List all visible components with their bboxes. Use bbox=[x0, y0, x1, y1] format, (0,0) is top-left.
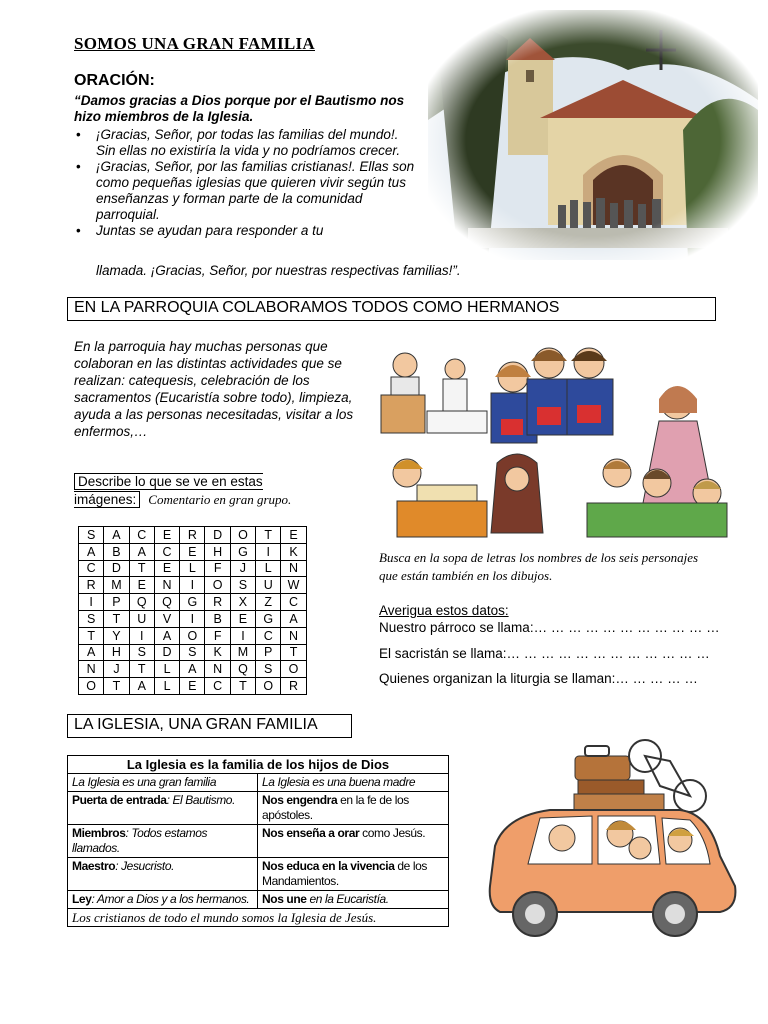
word-search-cell: F bbox=[205, 627, 230, 644]
word-search-cell: R bbox=[79, 577, 104, 594]
word-search-cell: F bbox=[205, 560, 230, 577]
family-table bbox=[67, 755, 449, 927]
word-search-cell: T bbox=[104, 610, 129, 627]
word-search-cell: T bbox=[256, 527, 281, 544]
prayer-label: ORACIÓN: bbox=[74, 72, 155, 89]
word-search-cell: I bbox=[180, 577, 205, 594]
word-search-row bbox=[79, 661, 307, 678]
word-search-cell: L bbox=[256, 560, 281, 577]
word-search-cell: R bbox=[281, 678, 306, 695]
word-search-row bbox=[79, 610, 307, 627]
cell-bold: Nos une bbox=[262, 892, 307, 906]
word-search-cell: I bbox=[230, 627, 255, 644]
cell-bold: Nos educa en la vivencia bbox=[262, 859, 395, 873]
word-search-cell: E bbox=[180, 678, 205, 695]
cell-bold: Maestro bbox=[72, 859, 116, 873]
prayer-item: • ¡Gracias, Señor, por todas las familias del mundo!. Sin ellas no existiría la vida y no podríamos crecer. bbox=[74, 127, 419, 159]
word-search-cell: Q bbox=[129, 594, 154, 611]
word-search-cell: T bbox=[129, 661, 154, 678]
describe-label: Describe lo que se ve en estas imágenes: bbox=[74, 474, 263, 507]
word-search-cell: S bbox=[129, 644, 154, 661]
word-search-cell: D bbox=[154, 644, 179, 661]
word-search-cell: R bbox=[205, 594, 230, 611]
cell-bold: Miembros bbox=[72, 826, 126, 840]
word-search-cell: E bbox=[129, 577, 154, 594]
table-row bbox=[68, 792, 449, 825]
word-search-cell: G bbox=[256, 610, 281, 627]
word-search-cell: O bbox=[230, 527, 255, 544]
word-search-cell: C bbox=[205, 678, 230, 695]
parroquia-paragraph: En la parroquia hay muchas personas que colaboran en las distintas actividades que se realizan: catequesis, celebración de los sacramentos (Eucaristía sobre todo), limpieza, ayuda a las personas necesitadas, visitar a los enfermos,… bbox=[74, 339, 354, 439]
family-table-title: La Iglesia es la familia de los hijos de Dios bbox=[68, 756, 449, 774]
word-search-cell: Y bbox=[104, 627, 129, 644]
word-search-cell: I bbox=[79, 594, 104, 611]
church-photo bbox=[428, 10, 758, 260]
word-search-cell: C bbox=[79, 560, 104, 577]
word-search-cell: Z bbox=[256, 594, 281, 611]
word-search-cell: T bbox=[230, 678, 255, 695]
word-search-cell: M bbox=[104, 577, 129, 594]
word-search-cell: S bbox=[79, 527, 104, 544]
word-search-cell: L bbox=[154, 661, 179, 678]
averigua-heading: Averigua estos datos: bbox=[379, 603, 509, 618]
describe-instruction bbox=[74, 473, 374, 509]
page-title: SOMOS UNA GRAN FAMILIA bbox=[74, 34, 315, 53]
section-heading-parroquia: EN LA PARROQUIA COLABORAMOS TODOS COMO HERMANOS bbox=[67, 297, 716, 321]
family-car-illustration bbox=[480, 736, 745, 951]
word-search-cell: O bbox=[180, 627, 205, 644]
word-search-cell: L bbox=[180, 560, 205, 577]
word-search-cell: Q bbox=[154, 594, 179, 611]
word-search-cell: H bbox=[104, 644, 129, 661]
word-search-cell: D bbox=[205, 527, 230, 544]
word-search-row bbox=[79, 560, 307, 577]
question-sacristan: El sacristán se llama:… … … … … … … … … … … … bbox=[379, 646, 710, 661]
word-search-cell: I bbox=[180, 610, 205, 627]
word-search-cell: E bbox=[230, 610, 255, 627]
word-search-cell: O bbox=[205, 577, 230, 594]
prayer-item: • ¡Gracias, Señor, por las familias cristianas!. Ellas son como pequeñas iglesias que quieren vivir según tus enseñanzas y forman parte de la comunidad parroquial. bbox=[74, 159, 419, 223]
word-search-cell: J bbox=[104, 661, 129, 678]
family-table-footer: Los cristianos de todo el mundo somos la Iglesia de Jesús. bbox=[68, 909, 449, 927]
cell-text: : Amor a Dios y a los hermanos. bbox=[91, 892, 250, 906]
cell-text: : Todos estamos llamados. bbox=[72, 826, 208, 855]
word-search-cell: D bbox=[104, 560, 129, 577]
word-search-cell: G bbox=[230, 543, 255, 560]
word-search-cell: C bbox=[256, 627, 281, 644]
word-search-cell: P bbox=[104, 594, 129, 611]
word-search-cell: O bbox=[256, 678, 281, 695]
word-search-cell: I bbox=[256, 543, 281, 560]
word-search-cell: B bbox=[104, 543, 129, 560]
parish-illustration bbox=[367, 333, 735, 543]
word-search-cell: S bbox=[79, 610, 104, 627]
word-search-cell: C bbox=[129, 527, 154, 544]
word-search-cell: J bbox=[230, 560, 255, 577]
cell-bold: Nos enseña a orar bbox=[262, 826, 360, 840]
cell-text: : Jesucristo. bbox=[115, 859, 175, 873]
word-search-cell: A bbox=[154, 627, 179, 644]
word-search-cell: T bbox=[281, 644, 306, 661]
word-search-cell: U bbox=[129, 610, 154, 627]
word-search-cell: O bbox=[79, 678, 104, 695]
word-search-cell: C bbox=[154, 543, 179, 560]
word-search-cell: K bbox=[205, 644, 230, 661]
word-search-cell: C bbox=[281, 594, 306, 611]
cell-text: como Jesús. bbox=[359, 826, 426, 840]
word-search-cell: A bbox=[129, 678, 154, 695]
word-search-cell: U bbox=[256, 577, 281, 594]
word-search-cell: S bbox=[230, 577, 255, 594]
table-row bbox=[68, 858, 449, 891]
cell-bold: Nos engendra bbox=[262, 793, 338, 807]
word-search-cell: A bbox=[180, 661, 205, 678]
word-search-cell: N bbox=[205, 661, 230, 678]
word-search-row bbox=[79, 594, 307, 611]
word-search-cell: E bbox=[180, 543, 205, 560]
word-search-instruction: Busca en la sopa de letras los nombres de los seis personajes que están también en los dibujos. bbox=[379, 550, 699, 583]
word-search-cell: X bbox=[230, 594, 255, 611]
word-search-cell: B bbox=[205, 610, 230, 627]
word-search-cell: T bbox=[129, 560, 154, 577]
word-search-cell: O bbox=[281, 661, 306, 678]
word-search-cell: N bbox=[281, 560, 306, 577]
word-search-cell: W bbox=[281, 577, 306, 594]
word-search-cell: A bbox=[281, 610, 306, 627]
word-search-cell: T bbox=[104, 678, 129, 695]
word-search-cell: P bbox=[256, 644, 281, 661]
word-search-cell: N bbox=[154, 577, 179, 594]
prayer-quote: “Damos gracias a Dios porque por el Bautismo nos hizo miembros de la Iglesia. bbox=[74, 93, 405, 124]
column-header-right: La Iglesia es una buena madre bbox=[258, 774, 449, 792]
word-search-cell: S bbox=[180, 644, 205, 661]
word-search-cell: H bbox=[205, 543, 230, 560]
word-search-cell: N bbox=[79, 661, 104, 678]
word-search-row bbox=[79, 627, 307, 644]
word-search-cell: Q bbox=[230, 661, 255, 678]
cell-text: en la Eucaristía. bbox=[306, 892, 389, 906]
word-search-cell: E bbox=[154, 560, 179, 577]
word-search-row bbox=[79, 678, 307, 695]
cell-bold: Ley bbox=[72, 892, 92, 906]
word-search-cell: E bbox=[281, 527, 306, 544]
prayer-item: • Juntas se ayudan para responder a tu bbox=[74, 223, 419, 239]
word-search-cell: L bbox=[154, 678, 179, 695]
section-heading-iglesia: LA IGLESIA, UNA GRAN FAMILIA bbox=[67, 714, 352, 738]
prayer-list bbox=[74, 127, 419, 239]
word-search-cell: A bbox=[79, 644, 104, 661]
word-search-cell: I bbox=[129, 627, 154, 644]
question-liturgia: Quienes organizan la liturgia se llaman:… … … … … bbox=[379, 671, 698, 686]
cell-bold: Puerta de entrada bbox=[72, 793, 167, 807]
question-parroco: Nuestro párroco se llama:… … … … … … … … … … … bbox=[379, 620, 720, 635]
word-search-cell: A bbox=[129, 543, 154, 560]
cell-text: : El Bautismo. bbox=[166, 793, 236, 807]
word-search-row bbox=[79, 644, 307, 661]
word-search-row bbox=[79, 543, 307, 560]
word-search-cell: G bbox=[180, 594, 205, 611]
table-row bbox=[68, 891, 449, 909]
word-search-row bbox=[79, 527, 307, 544]
word-search-cell: A bbox=[104, 527, 129, 544]
cell-text: de los Mandamientos. bbox=[262, 859, 428, 888]
word-search-cell: E bbox=[154, 527, 179, 544]
table-row bbox=[68, 825, 449, 858]
word-search-cell: M bbox=[230, 644, 255, 661]
word-search-cell: T bbox=[79, 627, 104, 644]
word-search-row bbox=[79, 577, 307, 594]
word-search-cell: S bbox=[256, 661, 281, 678]
word-search-cell: K bbox=[281, 543, 306, 560]
column-header-left: La Iglesia es una gran familia bbox=[68, 774, 258, 792]
word-search-cell: N bbox=[281, 627, 306, 644]
word-search-cell: V bbox=[154, 610, 179, 627]
prayer-tail: llamada. ¡Gracias, Señor, por nuestras respectivas familias!”. bbox=[96, 263, 461, 278]
word-search-grid bbox=[78, 526, 307, 695]
word-search-cell: A bbox=[79, 543, 104, 560]
cell-text: en la fe de los apóstoles. bbox=[262, 793, 409, 822]
word-search-cell: R bbox=[180, 527, 205, 544]
describe-comment: Comentario en gran grupo. bbox=[148, 492, 292, 507]
